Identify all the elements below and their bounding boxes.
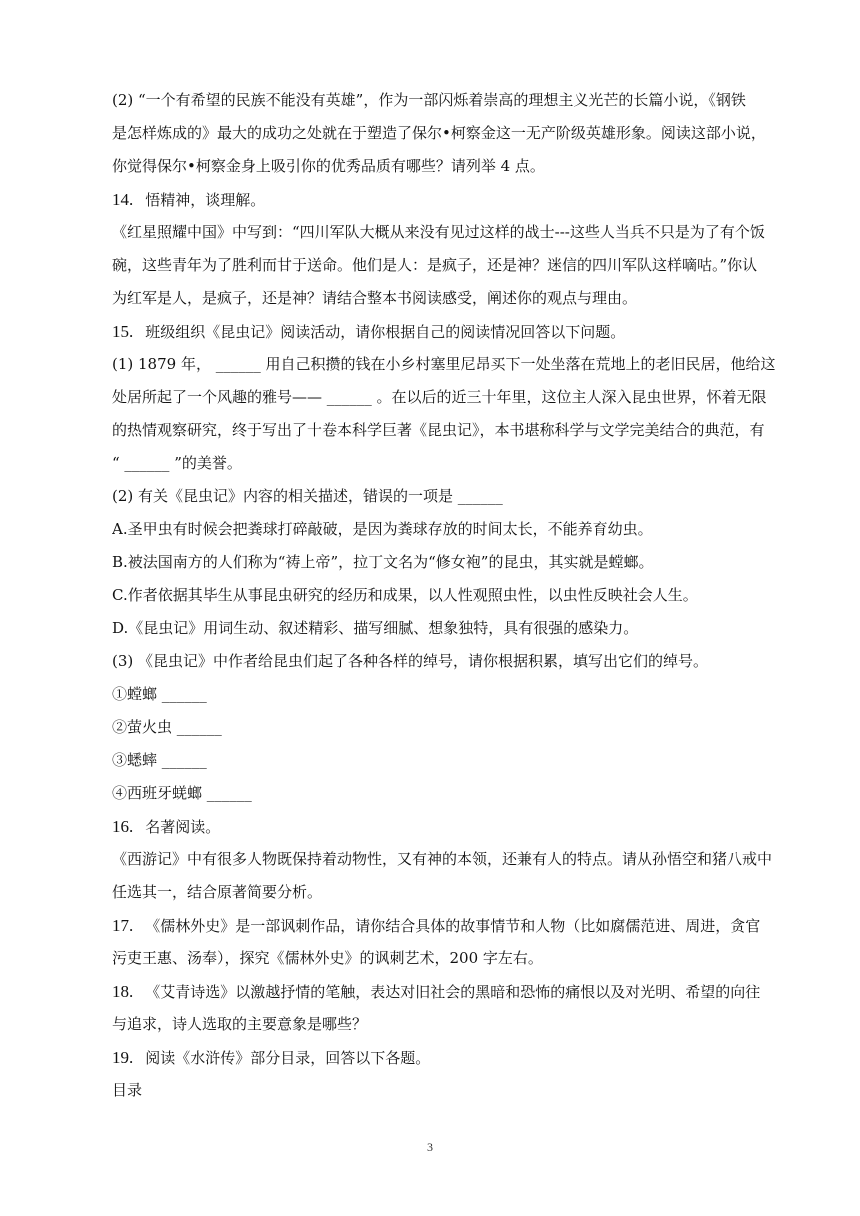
- text-line: [112, 249, 792, 282]
- question-number: 14.: [112, 190, 134, 209]
- line-text: 《儒林外史》是一部讽刺作品，请你结合具体的故事情节和人物（比如腐儒范进、周进，贪官: [145, 917, 761, 935]
- line-text: A.圣甲虫有时候会把粪球打碎敲破，是因为粪球存放的时间太长，不能养育幼虫。: [112, 520, 653, 538]
- line-text: 为红军是人，是疯子，还是神？请结合整本书阅读感受，阐述你的观点与理由。: [112, 289, 638, 307]
- text-line: [112, 513, 792, 546]
- text-line: [112, 876, 792, 909]
- text-line: [112, 843, 792, 876]
- text-line: [112, 612, 792, 645]
- line-text: “ ______ ”的美誉。: [112, 454, 242, 472]
- line-text: 《红星照耀中国》中写到：“四川军队大概从来没有见过这样的战士---这些人当兵不只是为了有个饭: [112, 223, 765, 241]
- text-line: [112, 150, 792, 183]
- line-text: C.作者依据其毕生从事昆虫研究的经历和成果，以人性观照虫性，以虫性反映社会人生。: [112, 586, 698, 604]
- question-heading-line: [112, 810, 792, 843]
- line-text: 《艾青诗选》以激越抒情的笔触，表达对旧社会的黑暗和恐怖的痛恨以及对光明、希望的向往: [145, 983, 761, 1001]
- page-number: 3: [427, 1140, 433, 1154]
- line-text: 你觉得保尔•柯察金身上吸引你的优秀品质有哪些？请列举 4 点。: [112, 157, 545, 175]
- line-text: (3) 《昆虫记》中作者给昆虫们起了各种各样的绰号，请你根据积累，填写出它们的绰号。: [112, 652, 709, 670]
- line-text: ④西班牙蜣螂 ______: [112, 784, 252, 802]
- question-number: 16.: [112, 817, 134, 836]
- text-line: [112, 1008, 792, 1041]
- line-text: (1) 1879 年， ______ 用自己积攒的钱在小乡村塞里尼昂买下一处坐落在荒地上的老旧民居，他给这: [112, 355, 776, 373]
- line-text: 处居所起了一个风趣的雅号—— ______ 。在以后的近三十年里，这位主人深入昆虫世界，怀着无限: [112, 388, 767, 406]
- text-line: [112, 282, 792, 315]
- line-text: 碗，这些青年为了胜利而甘于送命。他们是人：是疯子，还是神？迷信的四川军队这样嘀咕。”你认: [112, 256, 758, 274]
- line-text: (2) 有关《昆虫记》内容的相关描述，错误的一项是 ______: [112, 487, 503, 505]
- text-line: [112, 447, 792, 480]
- line-text: 的热情观察研究，终于写出了十卷本科学巨著《昆虫记》，本书堪称科学与文学完美结合的典范，有: [112, 421, 765, 439]
- question-heading-line: [112, 1041, 792, 1074]
- text-line: [112, 84, 792, 117]
- text-line: [112, 711, 792, 744]
- line-text: 名著阅读。: [145, 818, 221, 836]
- line-text: 班级组织《昆虫记》阅读活动，请你根据自己的阅读情况回答以下问题。: [145, 323, 626, 341]
- text-line: [112, 216, 792, 249]
- question-heading-line: [112, 183, 792, 216]
- text-line: [112, 480, 792, 513]
- question-number: 17.: [112, 916, 134, 935]
- line-text: 是怎样炼成的》最大的成功之处就在于塑造了保尔•柯察金这一无产阶级英雄形象。阅读这部小说，: [112, 124, 766, 142]
- text-line: [112, 348, 792, 381]
- text-line: [112, 777, 792, 810]
- question-number: 19.: [112, 1048, 134, 1067]
- question-number: 15.: [112, 322, 134, 341]
- text-line: [112, 381, 792, 414]
- question-heading-line: [112, 315, 792, 348]
- text-line: [112, 744, 792, 777]
- question-body: [112, 84, 792, 1107]
- line-text: B.被法国南方的人们称为“祷上帝”，拉丁文名为“修女袍”的昆虫，其实就是螳螂。: [112, 553, 654, 571]
- text-line: [112, 414, 792, 447]
- text-line: [112, 117, 792, 150]
- line-text: 污吏王惠、汤奉），探究《儒林外史》的讽刺艺术，200 字左右。: [112, 949, 543, 967]
- line-text: 悟精神，谈理解。: [145, 191, 266, 209]
- question-number: 18.: [112, 982, 134, 1001]
- text-line: [112, 1074, 792, 1107]
- text-line: [112, 546, 792, 579]
- line-text: ③蟋蟀 ______: [112, 751, 207, 769]
- line-text: ②萤火虫 ______: [112, 718, 222, 736]
- line-text: 目录: [112, 1081, 143, 1099]
- line-text: 阅读《水浒传》部分目录，回答以下各题。: [145, 1049, 431, 1067]
- line-text: 与追求，诗人选取的主要意象是哪些？: [112, 1015, 368, 1033]
- question-heading-line: [112, 975, 792, 1008]
- text-line: [112, 579, 792, 612]
- text-line: [112, 645, 792, 678]
- line-text: 任选其一，结合原著简要分析。: [112, 883, 323, 901]
- text-line: [112, 942, 792, 975]
- line-text: ①螳螂 ______: [112, 685, 207, 703]
- line-text: 《西游记》中有很多人物既保持着动物性，又有神的本领，还兼有人的特点。请从孙悟空和猪八戒中: [112, 850, 773, 868]
- question-heading-line: [112, 909, 792, 942]
- text-line: [112, 678, 792, 711]
- line-text: (2) “一个有希望的民族不能没有英雄”，作为一部闪烁着崇高的理想主义光芒的长篇小说，《钢铁: [112, 91, 746, 109]
- line-text: D.《昆虫记》用词生动、叙述精彩、描写细腻、想象独特，具有很强的感染力。: [112, 619, 639, 637]
